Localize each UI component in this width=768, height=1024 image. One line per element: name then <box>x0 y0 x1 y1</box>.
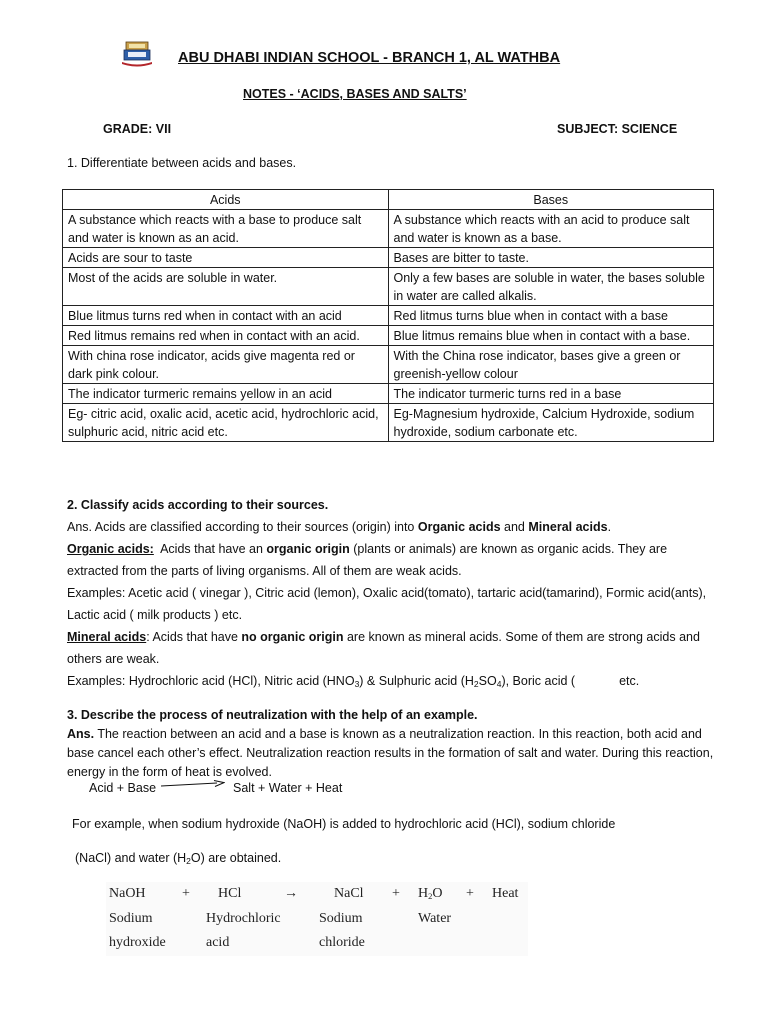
base-cell: Eg-Magnesium hydroxide, Calcium Hydroxide, sodium hydroxide, sodium carbonate etc. <box>388 404 714 442</box>
mineral-text: are known as mineral acids. Some of them are strong acids and others are weak. <box>67 630 700 666</box>
chemical-equation <box>106 882 528 956</box>
base-cell: The indicator turmeric turns red in a base <box>388 384 714 404</box>
acid-cell: Acids are sour to taste <box>63 248 389 268</box>
acid-cell: Red litmus remains red when in contact with an acid. <box>63 326 389 346</box>
name-water: Water <box>418 911 452 926</box>
right-arrow-icon <box>161 780 225 790</box>
mineral-ex-text: etc. <box>619 674 640 688</box>
formula-hcl: HCl <box>218 886 242 901</box>
organic-acids-paragraph <box>67 538 717 582</box>
table-row <box>63 210 714 248</box>
base-cell: With the China rose indicator, bases give a green or greenish-yellow colour <box>388 346 714 384</box>
base-cell: Bases are bitter to taste. <box>388 248 714 268</box>
plus-sign: + <box>182 886 190 901</box>
mineral-ex-text: Examples: Hydrochloric acid (HCl), Nitric acid (HNO <box>67 674 355 688</box>
notes-title: NOTES - ‘ACIDS, BASES AND SALTS’ <box>243 87 467 101</box>
formula-naoh: NaOH <box>109 886 146 901</box>
mineral-acids-label: Mineral acids <box>67 630 147 644</box>
question-3: 3. Describe the process of neutralization with the help of an example. <box>67 708 478 722</box>
subscript: 2 <box>186 856 191 866</box>
table-row <box>63 306 714 326</box>
acid-cell: With china rose indicator, acids give magenta red or dark pink colour. <box>63 346 389 384</box>
organic-acids-label: Organic acids: <box>67 542 154 556</box>
answer-label: Ans. <box>67 727 95 741</box>
name-hydrochloric: Hydrochloric <box>206 911 281 926</box>
acid-cell: A substance which reacts with a base to produce salt and water is known as an acid. <box>63 210 389 248</box>
acid-cell: Blue litmus turns red when in contact with an acid <box>63 306 389 326</box>
mineral-acids-paragraph <box>67 626 717 670</box>
name-sodium: Sodium <box>109 911 153 926</box>
no-organic-origin-term: no organic origin <box>241 630 344 644</box>
header-acids: Acids <box>63 190 389 210</box>
section-2 <box>67 494 717 692</box>
question-1: 1. Differentiate between acids and bases. <box>67 156 297 170</box>
base-cell: A substance which reacts with an acid to produce salt and water is known as a base. <box>388 210 714 248</box>
table-row <box>63 384 714 404</box>
organic-acids-term: Organic acids <box>417 520 501 534</box>
acids-bases-table <box>62 189 714 442</box>
acid-cell: The indicator turmeric remains yellow in an acid <box>63 384 389 404</box>
subscript: 4 <box>496 679 502 689</box>
name-chloride: chloride <box>319 935 365 950</box>
answer-2-intro <box>67 516 717 538</box>
name-acid: acid <box>206 935 230 950</box>
example-line-2 <box>75 851 281 865</box>
table-row <box>63 346 714 384</box>
formula-h2o <box>418 886 443 902</box>
table-row <box>63 248 714 268</box>
example-line-1: For example, when sodium hydroxide (NaOH) is added to hydrochloric acid (HCl), sodium chloride <box>72 817 616 831</box>
answer-3 <box>67 725 717 782</box>
answer-text: The reaction between an acid and a base is known as a neutralization reaction. In this reaction, both acid and base cancel each other’s effect. Neutralization reaction results in the formation of salt and water. During this reaction, energy in the form of heat is evolved. <box>67 727 714 779</box>
heat-label: Heat <box>492 886 519 901</box>
base-cell: Blue litmus remains blue when in contact with a base. <box>388 326 714 346</box>
h-symbol: H <box>418 886 429 901</box>
plus-sign: + <box>466 886 474 901</box>
base-cell: Only a few bases are soluble in water, the bases soluble in water are called alkalis. <box>388 268 714 306</box>
base-cell: Red litmus turns blue when in contact with a base <box>388 306 714 326</box>
organic-origin-term: organic origin <box>266 542 350 556</box>
subscript: 3 <box>354 679 360 689</box>
school-name: ABU DHABI INDIAN SCHOOL - BRANCH 1, AL WATHBA <box>178 50 561 66</box>
plus-sign: + <box>392 886 400 901</box>
header-bases: Bases <box>388 190 714 210</box>
mineral-text: : Acids that have <box>146 630 242 644</box>
mineral-ex-text: ), Boric acid ( <box>501 674 576 688</box>
mineral-ex-text: SO <box>478 674 497 688</box>
subscript: 2 <box>473 679 479 689</box>
example-text: O) are obtained. <box>190 851 282 865</box>
subject-label: SUBJECT: SCIENCE <box>557 122 678 136</box>
organic-text: (plants or animals) are known as organic acids. They are extracted from the parts of living organisms. All of them are weak acids. <box>67 542 668 578</box>
table-header-row <box>63 190 714 210</box>
formula-nacl: NaCl <box>334 886 364 901</box>
example-text: (NaCl) and water (H <box>75 851 187 865</box>
word-equation-left: Acid + Base <box>89 781 157 795</box>
mineral-ex-text: ) & Sulphuric acid (H <box>359 674 474 688</box>
section-3 <box>67 706 717 782</box>
arrow-sign: → <box>284 886 298 901</box>
acid-cell: Eg- citric acid, oxalic acid, acetic acid, hydrochloric acid, sulphuric acid, nitric acid etc. <box>63 404 389 442</box>
grade-label: GRADE: VII <box>103 122 172 136</box>
table-row <box>63 268 714 306</box>
answer-text: and <box>500 520 529 534</box>
o-symbol: O <box>432 886 443 901</box>
table-row <box>63 326 714 346</box>
subscript: 2 <box>428 891 433 901</box>
table-row <box>63 404 714 442</box>
mineral-acids-term: Mineral acids <box>528 520 608 534</box>
acid-cell: Most of the acids are soluble in water. <box>63 268 389 306</box>
question-2: 2. Classify acids according to their sources. <box>67 498 329 512</box>
organic-text: Acids that have an <box>153 542 267 556</box>
answer-text: . <box>607 520 612 534</box>
mineral-examples <box>67 670 717 692</box>
organic-examples: Examples: Acetic acid ( vinegar ), Citric acid (lemon), Oxalic acid(tomato), tartaric acid(tamarind), Formic acid(ants), Lactic acid ( milk products ) etc. <box>67 586 707 622</box>
name-sodium: Sodium <box>319 911 363 926</box>
answer-text: Ans. Acids are classified according to their sources (origin) into <box>67 520 418 534</box>
name-hydroxide: hydroxide <box>109 935 166 950</box>
school-crest-icon <box>120 40 154 68</box>
word-equation-right: Salt + Water + Heat <box>233 781 343 795</box>
